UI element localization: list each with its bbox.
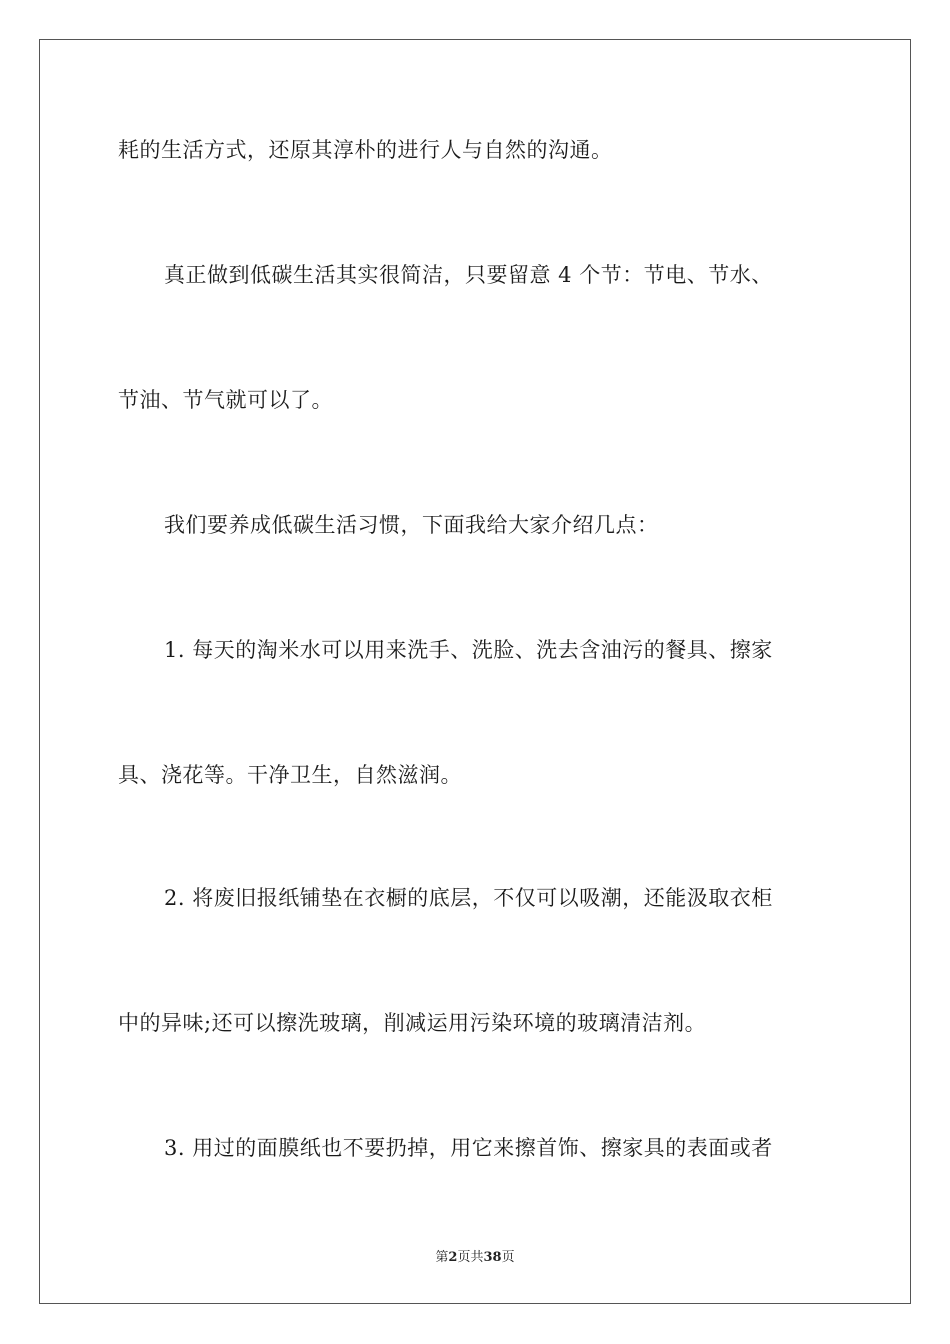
footer-page-prefix: 第 xyxy=(435,1250,449,1265)
text-line-8: 中的异味;还可以擦洗玻璃，削减运用污染环境的玻璃清洁剂。 xyxy=(118,1011,707,1035)
text-line-7: 2. 将废旧报纸铺垫在衣橱的底层，不仅可以吸潮，还能汲取衣柜 xyxy=(164,886,773,910)
footer-page-number: 2 xyxy=(448,1250,458,1265)
text-line-9: 3. 用过的面膜纸也不要扔掉，用它来擦首饰、擦家具的表面或者 xyxy=(164,1136,773,1160)
footer-total-prefix: 共 xyxy=(470,1250,484,1265)
text-line-1: 耗的生活方式，还原其淳朴的进行人与自然的沟通。 xyxy=(118,138,613,162)
text-line-4: 我们要养成低碳生活习惯，下面我给大家介绍几点： xyxy=(164,513,659,537)
text-line-3: 节油、节气就可以了。 xyxy=(118,388,333,412)
footer-page-suffix: 页 xyxy=(457,1250,471,1265)
footer-total-suffix: 页 xyxy=(501,1250,515,1265)
page-border xyxy=(39,39,911,1304)
text-line-5: 1. 每天的淘米水可以用来洗手、洗脸、洗去含油污的餐具、擦家 xyxy=(164,638,773,662)
text-line-6: 具、浇花等。干净卫生，自然滋润。 xyxy=(118,763,462,787)
footer-total-number: 38 xyxy=(483,1250,502,1265)
text-line-2: 真正做到低碳生活其实很简洁，只要留意 4 个节：节电、节水、 xyxy=(164,263,773,287)
page-footer xyxy=(0,1246,950,1265)
